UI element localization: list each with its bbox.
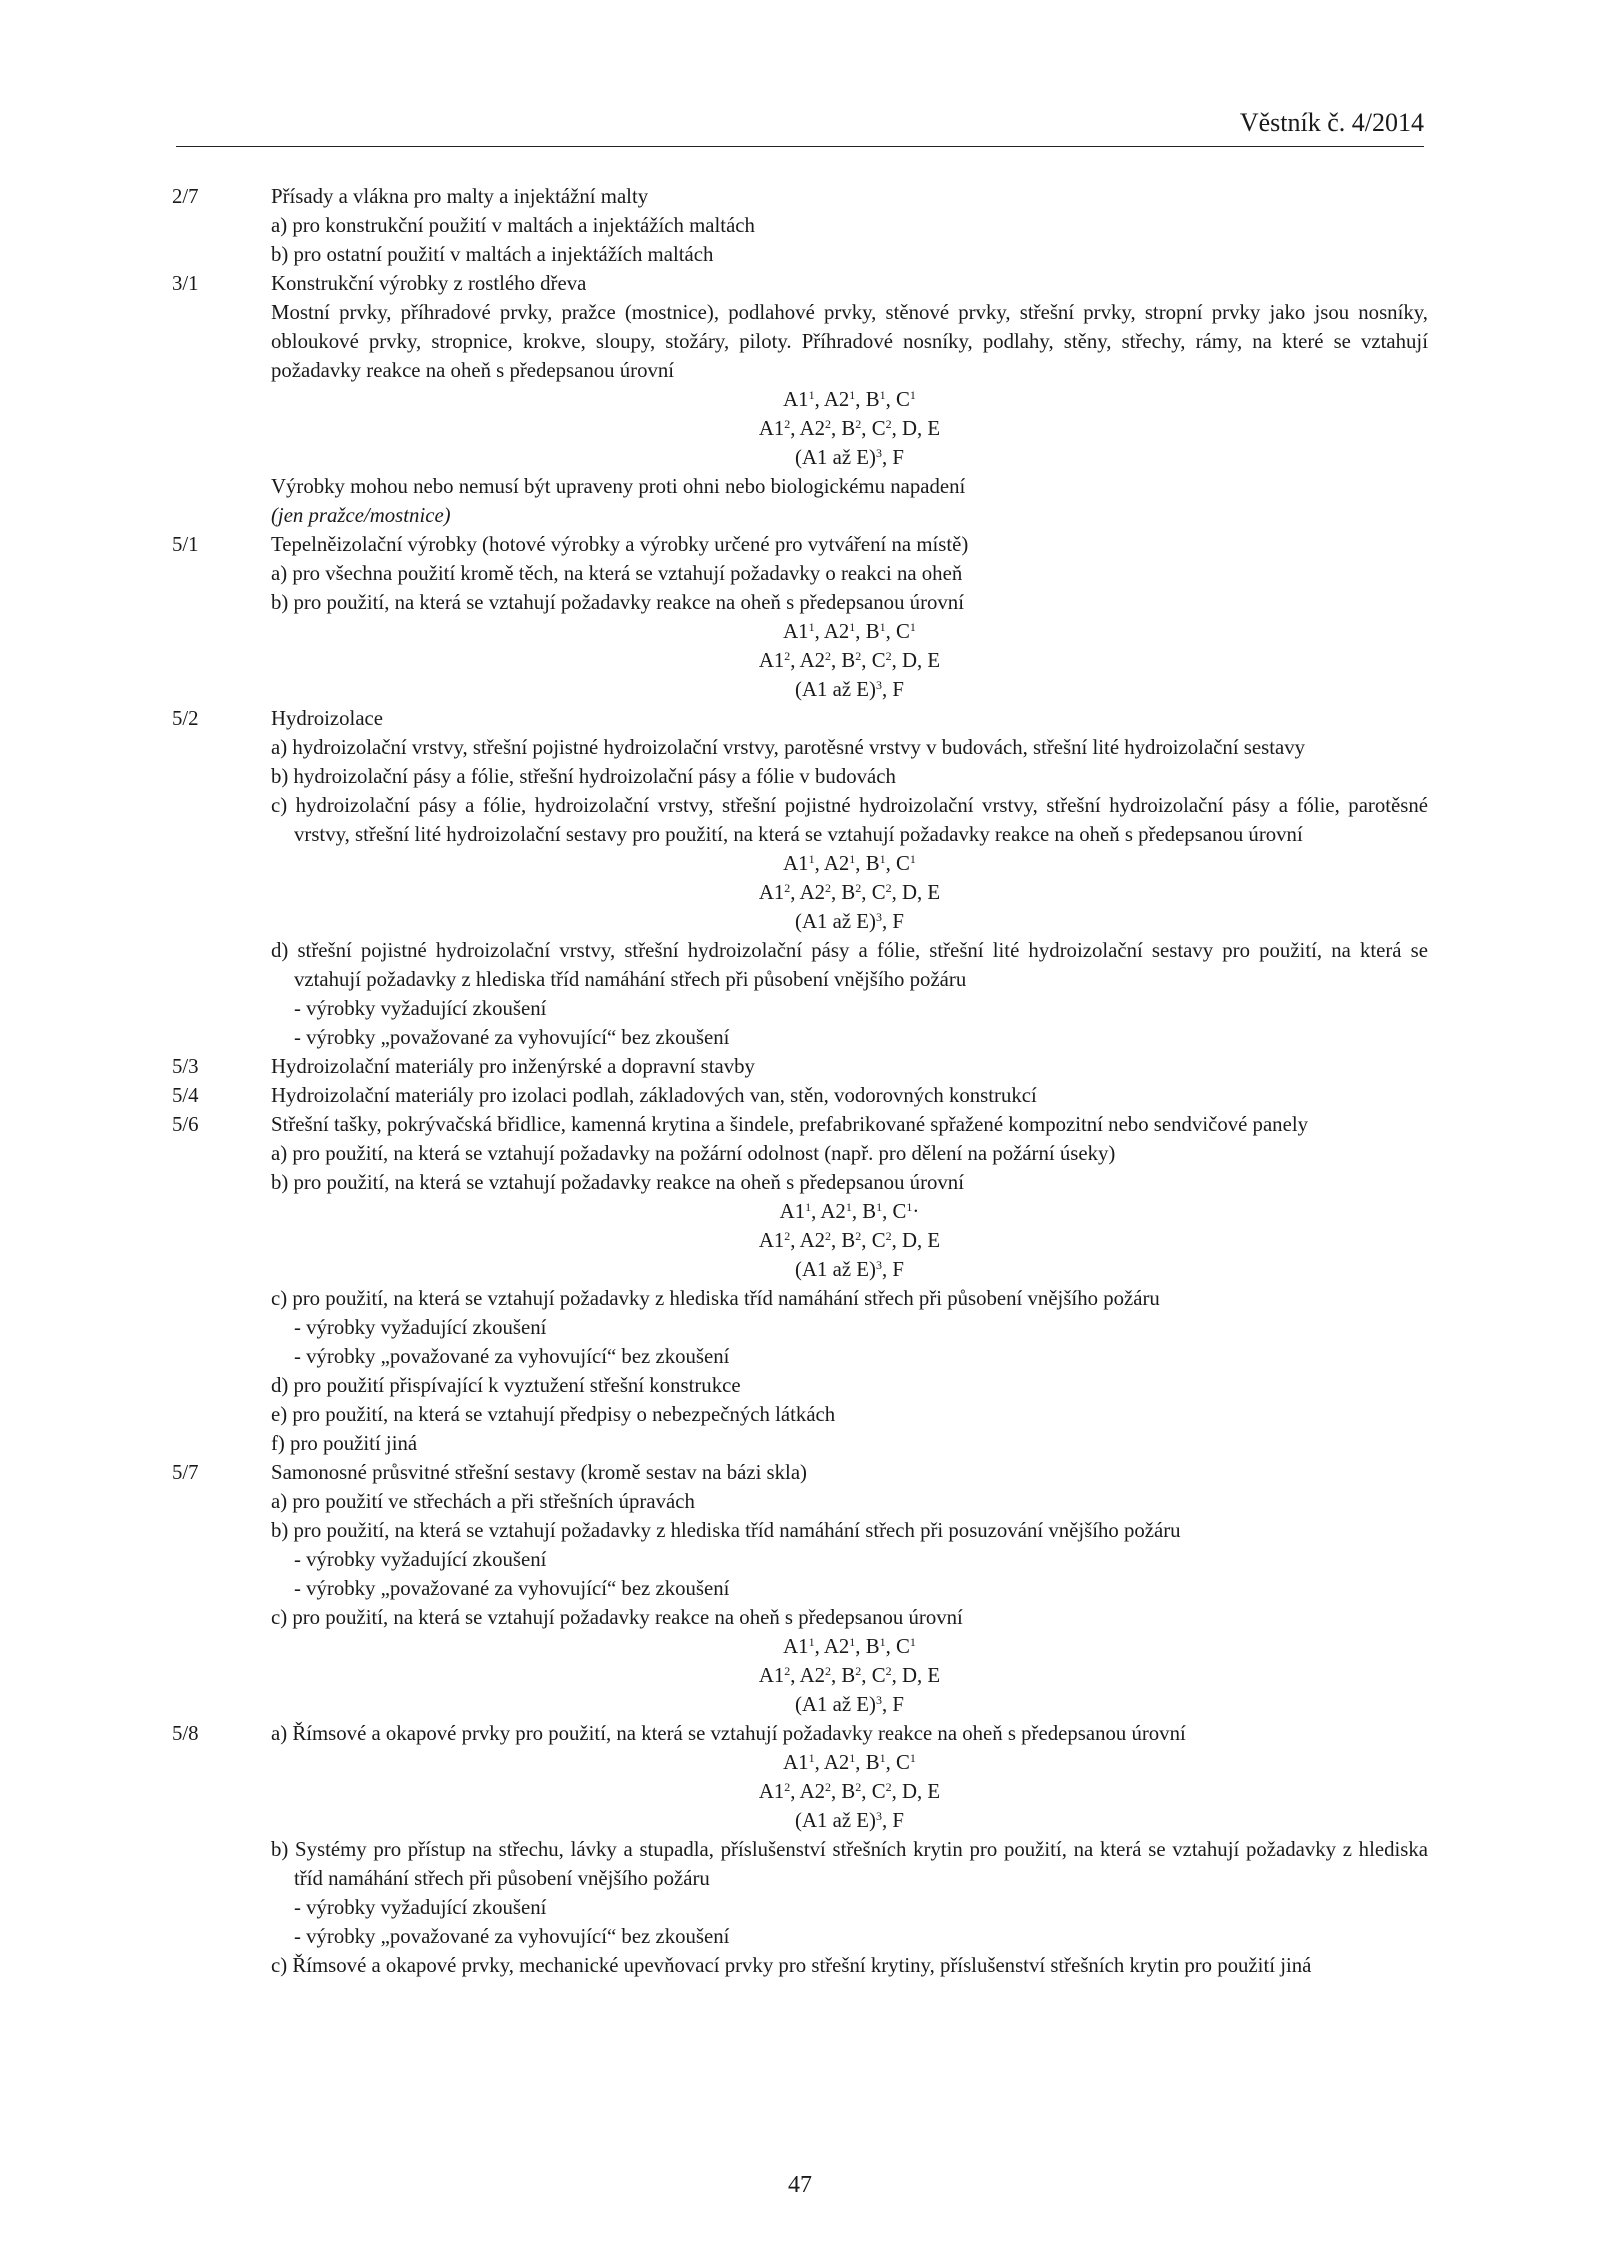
entry-title: Konstrukční výrobky z rostlého dřeva	[271, 272, 587, 295]
list-item: a) pro použití ve střechách a při střešních úpravách	[271, 1490, 695, 1513]
entry-title: Hydroizolace	[271, 707, 384, 730]
reaction-class-line: $A1^1$, $A2^1$, $B^1$, $C^1\cdot$	[779, 1200, 920, 1223]
entry-code: 5/6	[172, 1113, 199, 1136]
reaction-class-line: $A1^2$, $A2^2$, $B^2$, $C^2$, D, E	[758, 1664, 941, 1687]
reaction-class-line: $A1^1$, $A2^1$, $B^1$, $C^1$	[783, 1751, 916, 1774]
entry-code: 5/2	[172, 707, 199, 730]
list-item: a) pro konstrukční použití v maltách a injektážích maltách	[271, 214, 755, 237]
list-item: b) pro ostatní použití v maltách a injektážích maltách	[271, 243, 714, 266]
entry-title: Výrobky mohou nebo nemusí být upraveny proti ohni nebo biologickému napadení	[271, 475, 966, 498]
entry-row	[172, 269, 1428, 530]
entry-body	[271, 1052, 1428, 1081]
list-item: e) pro použití, na která se vztahují předpisy o nebezpečných látkách	[271, 1403, 836, 1426]
entry-body	[271, 269, 1428, 530]
entry-body	[271, 1081, 1428, 1110]
reaction-class-line: $A1^2$, $A2^2$, $B^2$, $C^2$, D, E	[758, 417, 941, 440]
page-number: 47	[788, 2172, 812, 2198]
list-item: b) hydroizolační pásy a fólie, střešní hydroizolační pásy a fólie v budovách	[271, 765, 896, 788]
dash-item: - výrobky „považované za vyhovující“ bez zkoušení	[294, 1925, 730, 1948]
list-item: b) pro použití, na která se vztahují požadavky reakce na oheň s předepsanou úrovní	[271, 591, 964, 614]
entry-code: 5/4	[172, 1084, 199, 1107]
list-item: d) střešní pojistné hydroizolační vrstvy, střešní hydroizolační pásy a fólie, střešní lité hydroizolační sestavy pro použití, na která se vztahují požadavky z hlediska tříd namáhání střech při působení vnějšího požáru	[271, 939, 1428, 991]
entry-row	[172, 182, 1428, 269]
entry-title: Přísady a vlákna pro malty a injektážní malty	[271, 185, 649, 208]
entry-code: 3/1	[172, 272, 199, 295]
entry-title: Tepelněizolační výrobky (hotové výrobky a výrobky určené pro vytváření na místě)	[271, 533, 969, 556]
reaction-class-line: $A1^1$, $A2^1$, $B^1$, $C^1$	[783, 388, 916, 411]
reaction-class-line: $A1^1$, $A2^1$, $B^1$, $C^1$	[783, 620, 916, 643]
list-item: b) pro použití, na která se vztahují požadavky reakce na oheň s předepsanou úrovní	[271, 1171, 964, 1194]
entry-body	[271, 530, 1428, 704]
list-item: d) pro použití přispívající k vyztužení střešní konstrukce	[271, 1374, 741, 1397]
entry-body	[271, 182, 1428, 269]
entry-code: 5/8	[172, 1722, 199, 1745]
entry-body	[271, 1110, 1428, 1458]
entry-title: Samonosné průsvitné střešní sestavy (kromě sestav na bázi skla)	[271, 1461, 807, 1484]
entry-code: 5/7	[172, 1461, 199, 1484]
list-item: c) pro použití, na která se vztahují požadavky reakce na oheň s předepsanou úrovní	[271, 1606, 963, 1629]
reaction-class-line: (A1 až E)$^3$, F	[795, 1809, 904, 1832]
entry-row	[172, 1110, 1428, 1458]
reaction-class-line: (A1 až E)$^3$, F	[795, 910, 904, 933]
page-header	[176, 108, 1424, 147]
reaction-class-line: $A1^1$, $A2^1$, $B^1$, $C^1$	[783, 1635, 916, 1658]
list-item: a) pro použití, na která se vztahují požadavky na požární odolnost (např. pro dělení na požární úseky)	[271, 1142, 1116, 1165]
list-item: c) Římsové a okapové prvky, mechanické upevňovací prvky pro střešní krytiny, příslušenství střešních krytin pro použití jiná	[271, 1954, 1312, 1977]
journal-title: Věstník č. 4/2014	[1239, 108, 1424, 137]
entry-row	[172, 530, 1428, 704]
reaction-class-line: (A1 až E)$^3$, F	[795, 1693, 904, 1716]
list-item: f) pro použití jiná	[271, 1432, 418, 1455]
list-item: c) hydroizolační pásy a fólie, hydroizolační vrstvy, střešní pojistné hydroizolační vrstvy, střešní hydroizolační pásy a fólie, parotěsné vrstvy, střešní lité hydroizolační sestavy pro použití, na která se vztahují požadavky reakce na oheň s předepsanou úrovní	[271, 794, 1428, 846]
list-item: a) Římsové a okapové prvky pro použití, na která se vztahují požadavky reakce na oheň s předepsanou úrovní	[271, 1722, 1186, 1745]
entry-code: 5/1	[172, 533, 199, 556]
reaction-class-line: $A1^2$, $A2^2$, $B^2$, $C^2$, D, E	[758, 1229, 941, 1252]
reaction-class-line: (A1 až E)$^3$, F	[795, 446, 904, 469]
dash-item: - výrobky vyžadující zkoušení	[294, 997, 547, 1020]
reaction-class-line: (A1 až E)$^3$, F	[795, 1258, 904, 1281]
list-item: a) pro všechna použití kromě těch, na která se vztahují požadavky o reakci na oheň	[271, 562, 963, 585]
reaction-class-line: $A1^1$, $A2^1$, $B^1$, $C^1$	[783, 852, 916, 875]
reaction-class-line: $A1^2$, $A2^2$, $B^2$, $C^2$, D, E	[758, 881, 941, 904]
dash-item: - výrobky „považované za vyhovující“ bez zkoušení	[294, 1345, 730, 1368]
list-item: b) Systémy pro přístup na střechu, lávky a stupadla, příslušenství střešních krytin pro použití, na která se vztahují požadavky z hlediska tříd namáhání střech při působení vnějšího požáru	[271, 1838, 1428, 1890]
paragraph: Mostní prvky, příhradové prvky, pražce (mostnice), podlahové prvky, stěnové prvky, střešní prvky, stropní prvky jako jsou nosníky, obloukové prvky, stropnice, krokve, sloupy, stožáry, piloty. Příhradové nosníky, podlahy, stěny, střechy, rámy, na které se vztahují požadavky reakce na oheň s předepsanou úrovní	[271, 301, 1428, 382]
entry-title: Hydroizolační materiály pro izolaci podlah, základových van, stěn, vodorovných konstrukcí	[271, 1084, 1037, 1107]
entry-title: Střešní tašky, pokrývačská břidlice, kamenná krytina a šindele, prefabrikované spřažené kompozitní nebo sendvičové panely	[271, 1113, 1308, 1136]
entry-title: Hydroizolační materiály pro inženýrské a dopravní stavby	[271, 1055, 755, 1078]
reaction-class-line: $A1^2$, $A2^2$, $B^2$, $C^2$, D, E	[758, 649, 941, 672]
entry-code: 5/3	[172, 1055, 199, 1078]
dash-item: - výrobky „považované za vyhovující“ bez zkoušení	[294, 1026, 730, 1049]
entry-row	[172, 1081, 1428, 1110]
dash-item: - výrobky „považované za vyhovující“ bez zkoušení	[294, 1577, 730, 1600]
note-italic: (jen pražce/mostnice)	[271, 504, 451, 527]
list-item: c) pro použití, na která se vztahují požadavky z hlediska tříd namáhání střech při působení vnějšího požáru	[271, 1287, 1160, 1310]
reaction-class-line: (A1 až E)$^3$, F	[795, 678, 904, 701]
reaction-class-line: $A1^2$, $A2^2$, $B^2$, $C^2$, D, E	[758, 1780, 941, 1803]
entry-body	[271, 704, 1428, 1052]
entry-row	[172, 704, 1428, 1052]
list-item: a) hydroizolační vrstvy, střešní pojistné hydroizolační vrstvy, parotěsné vrstvy v budovách, střešní lité hydroizolační sestavy	[271, 736, 1306, 759]
entry-row	[172, 1052, 1428, 1081]
list-item: b) pro použití, na která se vztahují požadavky z hlediska tříd namáhání střech při posuzování vnějšího požáru	[271, 1519, 1181, 1542]
entry-body	[271, 1719, 1428, 1980]
dash-item: - výrobky vyžadující zkoušení	[294, 1896, 547, 1919]
dash-item: - výrobky vyžadující zkoušení	[294, 1548, 547, 1571]
entry-body	[271, 1458, 1428, 1719]
entry-row	[172, 1458, 1428, 1719]
entry-row	[172, 1719, 1428, 1980]
entry-code: 2/7	[172, 185, 199, 208]
product-list	[172, 182, 1428, 1980]
dash-item: - výrobky vyžadující zkoušení	[294, 1316, 547, 1339]
